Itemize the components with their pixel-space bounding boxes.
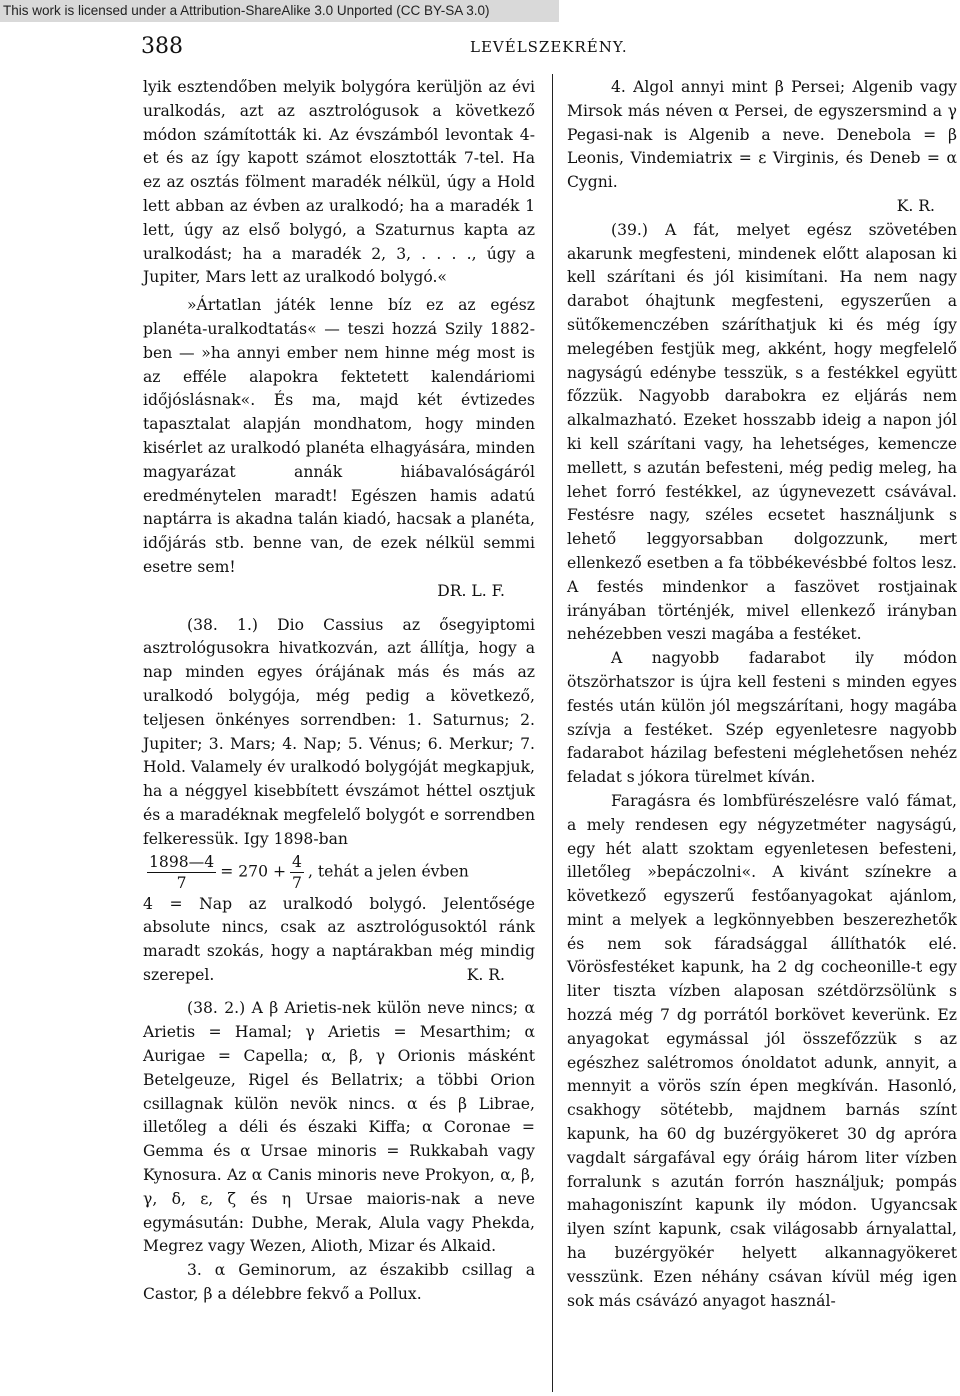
signature-dr-lf: DR. L. F.: [437, 581, 505, 600]
right-paragraph-3: A nagyobb fadarabot ily módon ötszörhatszor is újra kell festeni s minden egyes festés után külön jól megszárítani, hogy magába szívja a festéket. Szép egyenletesre nagyobb fadarabot házilag befesteni méglehetősen nehéz feladat s jókora türelmet kíván.: [567, 649, 957, 787]
fraction-1: $\frac{1898—4}{7}$: [149, 852, 215, 892]
right-paragraph-2: (39.) A fát, melyet egész szövetében akarunk megfesteni, mindenek előtt alaposan ki kell szárítani és jól kisimítani. Ha nem nagy darabot óhajtunk megfesteni, egyszerűen a sütőkemenczében száríthatjuk ki és még így melegében festjük meg, akként, hogy megfelelő nagyságú edénybe tesszük, s a festékkel együtt főzzük. Nagyobb darabokra ez eljárás nem alkalmazható. Ezeket hosszabb ideig a napon jól ki kell szárítani vagy, ha lehetséges, kemencze mellett, s azután befesteni, még pedig meleg, ha lehet forró festékkel, az úgynevezett csávával. Festésre nagy, széles ecsetet használjunk s lehető leggyorsabban dolgozzunk, mert ellenkező esetben a fa többékevésbbé foltos lesz. A festés mindenkor a faszövet rostjainak irányában történjék, mivel ellenkező irányban nehézebben veszi magába a festéket.: [567, 220, 957, 644]
running-header: LEVÉLSZEKRÉNY.: [470, 38, 628, 56]
column-divider: [552, 74, 553, 1392]
left-column: [143, 76, 535, 1307]
right-column: [567, 76, 957, 1313]
left-paragraph-4: 4 = Nap az uralkodó bolygó. Jelentősége absolute nincs, csak az asztrológusoktól ránk maradt szokás, hogy a naptárakban még mindig szerepel.: [143, 894, 535, 984]
page-number: 388: [141, 34, 183, 59]
right-paragraph-4: Faragásra és lombfürészelésre való fámat, a mely rendesen egy négyzetméter nagyságú, egy hét alatt szoktam egyenletesen befesteni, illetőleg »bepáczolni«. A kivánt színekre a következő egyszerű festőanyagokat ajánlom, mint a melyek a legkönnyebben beszerezhetők és nem sok fáradsággal állíthatók elé. Vörösfestéket kapunk, ha 2 dg cocheonille-t egy liter tiszta vízben alaposan szétdörzsölünk s hozzá még 7 dg porrától borkövet keverünk. Ez anyagokat egymással jól összefőzzük s az egészhez salétromos ónoldatot adunk, annyit, a mennyit a vörös szín épen megkíván. Hasonló, csakhogy sötétebb, majdnem barnás színt kapunk, ha 60 dg buzérgyökeret 30 dg apróra vagdalt sárgafával egy óráig három liter vízben forralunk s azután forrón használjuk; pompás mahagoniszínt kapunk ily módon. Ugyancsak ilyen színt kapunk, csak világosabb árnyalattal, ha buzérgyökér helyett alkannagyökeret vesszünk. Ezen néhány csávan kívül még igen sok más csávázó anyagot használ-: [567, 791, 957, 1310]
left-paragraph-5: (38. 2.) A β Arietis-nek külön neve nincs; α Arietis = Hamal; γ Arietis = Mesarthim; α Aurigae = Capella; α, β, γ Orionis másként Betelgeuze, Rigel és Bellatrix; a többi Orion csillagnak külön nevök nincs. α és β Librae, illetőleg a déli és északi Kiffa; α Coronae = Gemma és α Ursae minoris = Rukkabah vagy Kynosura. Az α Canis minoris neve Prokyon, α, β, γ, δ, ε, ζ és η Ursae maioris-nak a neve egymásután: Dubhe, Merak, Alula vagy Phekda, Megrez vagy Wezen, Alioth, Mizar és Alkaid.: [143, 999, 535, 1256]
fraction-2: $\frac{4}{7}$: [292, 852, 302, 892]
signature-kr-1: K. R.: [466, 965, 505, 984]
right-paragraph-1: 4. Algol annyi mint β Persei; Algenib vagy Mirsok más néven α Persei, de egyszersmind a γ Pegasi-nak is Algenib a neve. Denebola = β Leonis, Vindemiatrix = ε Virginis, és Deneb = α Cygni.: [567, 78, 957, 192]
signature-kr-2: K. R.: [896, 196, 935, 215]
left-paragraph-3: (38. 1.) Dio Cassius az ősegyiptomi asztrológusokra hivatkozván, azt állítja, hogy a nap minden egyes órájának más és más az uralkodó bolygója, még pedig a következő, teljesen önkényes sorrendben: 1. Saturnus; 2. Jupiter; 3. Mars; 4. Nap; 5. Vénus; 6. Merkur; 7. Hold. Valamely év uralkodó bolygóját megkapjuk, ha a néggyel kisebbített évszámot héttel osztjuk és a maradéknak megfelelő bolygót e sorrendben felkeressük. Igy 1898-ban: [143, 615, 535, 848]
left-paragraph-1: lyik esztendőben melyik bolygóra kerüljön az évi uralkodás, azt az asztrológusok a következő módon számították ki. Az évszámból levontak 4-et és az így kapott számot elosztották 7-tel. Ha ez az osztás fölment maradék nélkül, úgy a Hold lett abban az évben az uralkodó; ha a maradék 1 lett, úgy az első bolygó, a Szaturnus kapta az uralkodást; ha a maradék 2, 3, . . . ., úgy a Jupiter, Mars lett az uralkodó bolygó.«: [143, 78, 535, 287]
formula-line: $\frac{1898—4}{7}$ = 270 + $\frac{4}{7}$ , tehát a jelen évben: [149, 852, 469, 892]
license-banner: This work is licensed under a Attribution-ShareAlike 3.0 Unported (CC BY-SA 3.0): [0, 0, 559, 22]
left-paragraph-2: »Ártatlan játék lenne bíz ez az egész planéta-uralkodtatás« — teszi hozzá Szily 1882-ben — »ha annyi ember nem hinne még most is az efféle alapokra fektetett kalendáriomi időjóslásnak«. És ma, majd két évtizedes tapasztalat alapján mondhatom, hogy minden kisérlet az uralkodó planéta elhagyására, minden magyarázat annák hiábavalóságáról eredménytelen maradt! Egészen hamis adatú naptárra is akadna talán kiadó, hacsak a planéta, időjárás stb. benne van, de ezek nélkül semmi esetre sem!: [143, 296, 535, 576]
left-paragraph-6: 3. α Geminorum, az északibb csillag a Castor, β a délebbre fekvő a Pollux.: [143, 1261, 535, 1304]
